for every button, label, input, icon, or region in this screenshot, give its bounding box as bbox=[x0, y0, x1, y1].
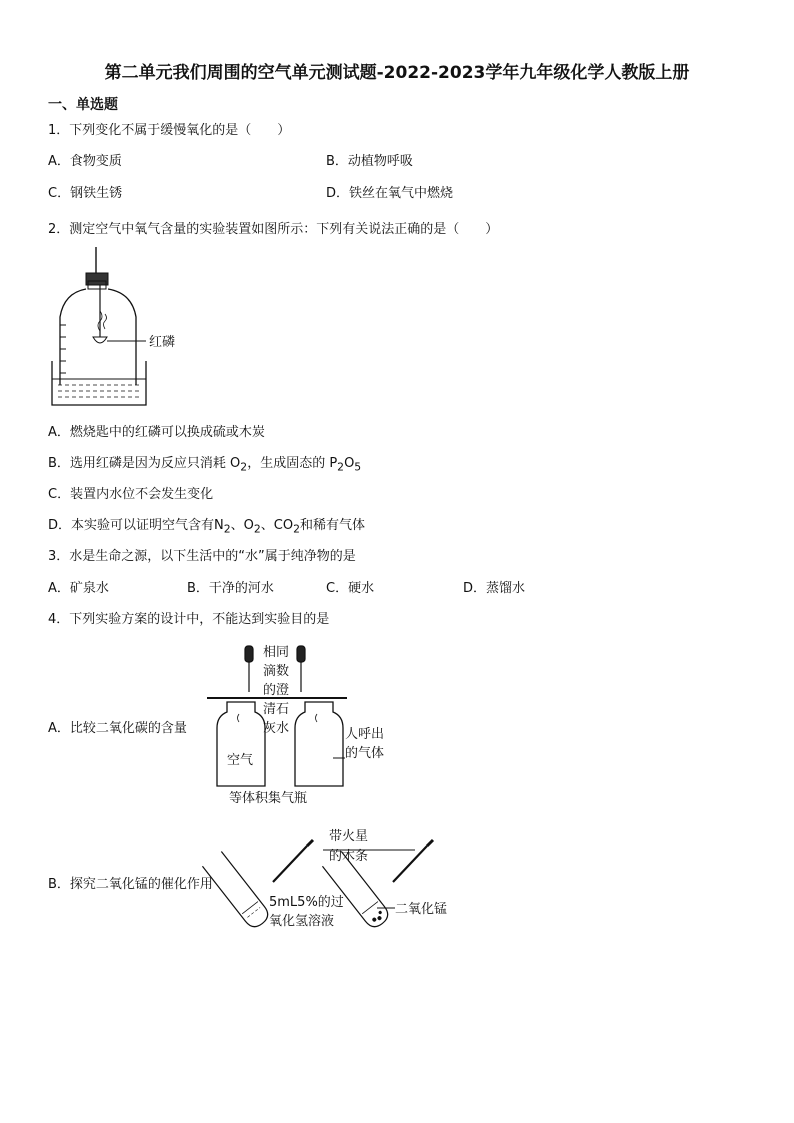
question-3-option-b: B．干净的河水 bbox=[187, 581, 274, 596]
option-d-text-4: 和稀有气体 bbox=[299, 518, 365, 533]
question-4-option-a: A．比较二氧化碳的含量 bbox=[48, 721, 187, 736]
drop-label-line-5: 灰水 bbox=[263, 721, 290, 736]
question-3-stem: 3．水是生命之源，以下生活中的“水”属于纯净物的是 bbox=[48, 549, 356, 564]
subscript: 2 bbox=[253, 522, 261, 536]
option-d-text-3: 、CO bbox=[260, 518, 294, 533]
exhaled-gas-label-2: 的气体 bbox=[345, 746, 385, 761]
air-bottle-label: 空气 bbox=[227, 753, 254, 768]
subscript: 2 bbox=[293, 522, 300, 536]
option-d-text-2: 、O bbox=[230, 518, 254, 533]
drop-label-line-3: 的澄 bbox=[263, 683, 290, 698]
manganese-dioxide-label: 二氧化锰 bbox=[395, 902, 448, 917]
question-1-option-d: D．铁丝在氧气中燃烧 bbox=[326, 186, 454, 201]
page-title: 第二单元我们周围的空气单元测试题-2022-2023学年九年级化学人教版上册 bbox=[104, 63, 690, 83]
bottle-caption: 等体积集气瓶 bbox=[229, 791, 308, 806]
drop-label-line-2: 滴数 bbox=[263, 664, 290, 679]
question-3-option-a: A．矿泉水 bbox=[48, 581, 109, 596]
question-1-option-c: C．钢铁生锈 bbox=[48, 186, 123, 201]
question-2-option-b bbox=[48, 452, 361, 474]
splint-label-1: 带火星 bbox=[329, 829, 369, 844]
solution-label-2: 氧化氢溶液 bbox=[269, 914, 335, 929]
question-1-stem: 1．下列变化不属于缓慢氧化的是（ ） bbox=[48, 123, 291, 138]
carbon-dioxide-comparison-figure bbox=[205, 640, 405, 805]
question-2-option-c: C．装置内水位不会发生变化 bbox=[48, 487, 214, 502]
question-1-option-a: A．食物变质 bbox=[48, 154, 122, 169]
subscript: 5 bbox=[354, 460, 362, 474]
drop-label-line-1: 相同 bbox=[263, 645, 290, 660]
exhaled-gas-label-1: 人呼出 bbox=[345, 727, 385, 742]
option-b-text-1: B．选用红磷是因为反应只消耗 O bbox=[48, 456, 241, 471]
drop-label-line-4: 清石 bbox=[263, 702, 290, 717]
question-2-stem: 2．测定空气中氧气含量的实验装置如图所示：下列有关说法正确的是（ ） bbox=[48, 222, 499, 237]
subscript: 2 bbox=[337, 460, 345, 474]
question-2-option-a: A．燃烧匙中的红磷可以换成硫或木炭 bbox=[48, 425, 265, 440]
question-1-option-b: B．动植物呼吸 bbox=[326, 154, 413, 169]
oxygen-measurement-apparatus-figure bbox=[50, 245, 200, 410]
catalyst-experiment-figure bbox=[225, 824, 465, 934]
section-heading: 一、单选题 bbox=[48, 97, 118, 113]
option-b-text-2: ，生成固态的 P bbox=[247, 456, 338, 471]
question-3-option-c: C．硬水 bbox=[326, 581, 375, 596]
red-phosphorus-label: 红磷 bbox=[149, 335, 176, 350]
subscript: 2 bbox=[240, 460, 248, 474]
option-d-text-1: D．本实验可以证明空气含有N bbox=[48, 518, 224, 533]
subscript: 2 bbox=[223, 522, 231, 536]
solution-label-1: 5mL5%的过 bbox=[269, 895, 344, 910]
splint-label-2: 的木条 bbox=[329, 849, 369, 864]
question-2-option-d bbox=[48, 514, 365, 536]
question-4-stem: 4．下列实验方案的设计中，不能达到实验目的是 bbox=[48, 612, 330, 627]
option-b-text-3: O bbox=[344, 456, 355, 471]
question-4-option-b: B．探究二氧化锰的催化作用 bbox=[48, 877, 213, 892]
question-3-option-d: D．蒸馏水 bbox=[463, 581, 526, 596]
